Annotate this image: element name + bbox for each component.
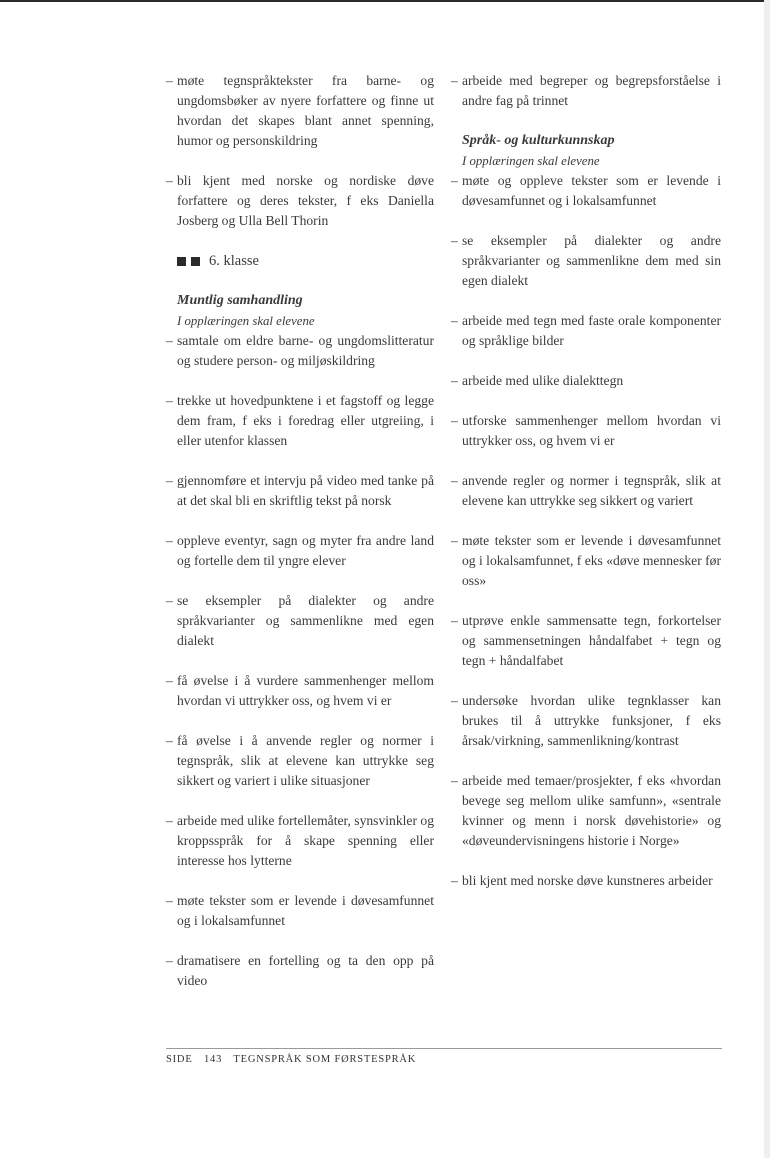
- list-item: – arbeide med temaer/prosjekter, f eks «hvordan bevege seg mellom ulike samfunn», «sentrale kvinner og menn i norsk døvehistorie» og «døveundervisningens historie i Norge»: [451, 771, 721, 851]
- square-bullet-icon: [191, 257, 200, 266]
- grade-heading-label: 6. klasse: [209, 253, 259, 269]
- list-item: – møte tekster som er levende i døvesamfunnet og i lokalsamfunnet: [166, 891, 434, 931]
- list-item: – utprøve enkle sammensatte tegn, forkortelser og sammensetningen håndalfabet + tegn og tegn + håndalfabet: [451, 611, 721, 671]
- list-item: – bli kjent med norske og nordiske døve forfattere og deres tekster, f eks Daniella Josberg og Ulla Bell Thorin: [166, 171, 434, 231]
- list-item: – se eksempler på dialekter og andre språkvarianter og sammenlikne dem med sin egen dialekt: [451, 231, 721, 291]
- list-item: – samtale om eldre barne- og ungdomslitteratur og studere person- og miljøskildring: [166, 331, 434, 371]
- page-footer: [166, 1054, 424, 1065]
- list-item: – møte tegnspråktekster fra barne- og ungdomsbøker av nyere forfattere og finne ut hvordan det skapes blant annet spenning, humor og personskildring: [166, 71, 434, 151]
- list-item: – utforske sammenhenger mellom hvordan vi uttrykker oss, og hvem vi er: [451, 411, 721, 451]
- list-item: – oppleve eventyr, sagn og myter fra andre land og fortelle dem til yngre elever: [166, 531, 434, 571]
- section-title: Språk- og kulturkunnskap: [462, 133, 615, 148]
- list-item: – undersøke hvordan ulike tegnklasser kan brukes til å uttrykke funksjoner, f eks årsak/virkning, sammenlikning/kontrast: [451, 691, 721, 751]
- footer-side-label: SIDE: [166, 1054, 193, 1065]
- list-item: – anvende regler og normer i tegnspråk, slik at elevene kan uttrykke seg sikkert og variert: [451, 471, 721, 511]
- list-item: – arbeide med tegn med faste orale komponenter og språklige bilder: [451, 311, 721, 351]
- page-number: 143: [203, 1054, 223, 1065]
- list-item: – møte og oppleve tekster som er levende i døvesamfunnet og i lokalsamfunnet: [451, 171, 721, 211]
- left-column: [166, 71, 434, 1011]
- square-bullet-icon: [177, 257, 186, 266]
- list-item: – se eksempler på dialekter og andre språkvarianter og sammenlikne med egen dialekt: [166, 591, 434, 651]
- section-title: Muntlig samhandling: [177, 293, 303, 308]
- list-item: – arbeide med ulike dialekttegn: [451, 371, 721, 391]
- right-column: [451, 71, 721, 911]
- page-edge: [764, 0, 770, 1158]
- list-item: – dramatisere en fortelling og ta den opp på video: [166, 951, 434, 991]
- list-item: – arbeide med ulike fortellemåter, synsvinkler og kroppsspråk for å skape spenning eller interesse hos lytterne: [166, 811, 434, 871]
- section-intro: I opplæringen skal elevene: [462, 154, 600, 168]
- footer-title: TEGNSPRÅK SOM FØRSTESPRÅK: [233, 1054, 417, 1065]
- section-intro: I opplæringen skal elevene: [177, 314, 315, 328]
- list-item: – gjennomføre et intervju på video med tanke på at det skal bli en skriftlig tekst på norsk: [166, 471, 434, 511]
- list-item: – få øvelse i å vurdere sammenhenger mellom hvordan vi uttrykker oss, og hvem vi er: [166, 671, 434, 711]
- top-rule: [0, 0, 770, 2]
- footer-rule: [166, 1048, 722, 1049]
- grade-heading: [177, 251, 434, 271]
- list-item: – få øvelse i å anvende regler og normer i tegnspråk, slik at elevene kan uttrykke seg sikkert og variert i ulike situasjoner: [166, 731, 434, 791]
- list-item: – arbeide med begreper og begrepsforståelse i andre fag på trinnet: [451, 71, 721, 111]
- list-item: – trekke ut hovedpunktene i et fagstoff og legge dem fram, f eks i foredrag eller utgreiing, i eller utenfor klassen: [166, 391, 434, 451]
- list-item: – bli kjent med norske døve kunstneres arbeider: [451, 871, 721, 891]
- list-item: – møte tekster som er levende i døvesamfunnet og i lokalsamfunnet, f eks «døve mennesker før oss»: [451, 531, 721, 591]
